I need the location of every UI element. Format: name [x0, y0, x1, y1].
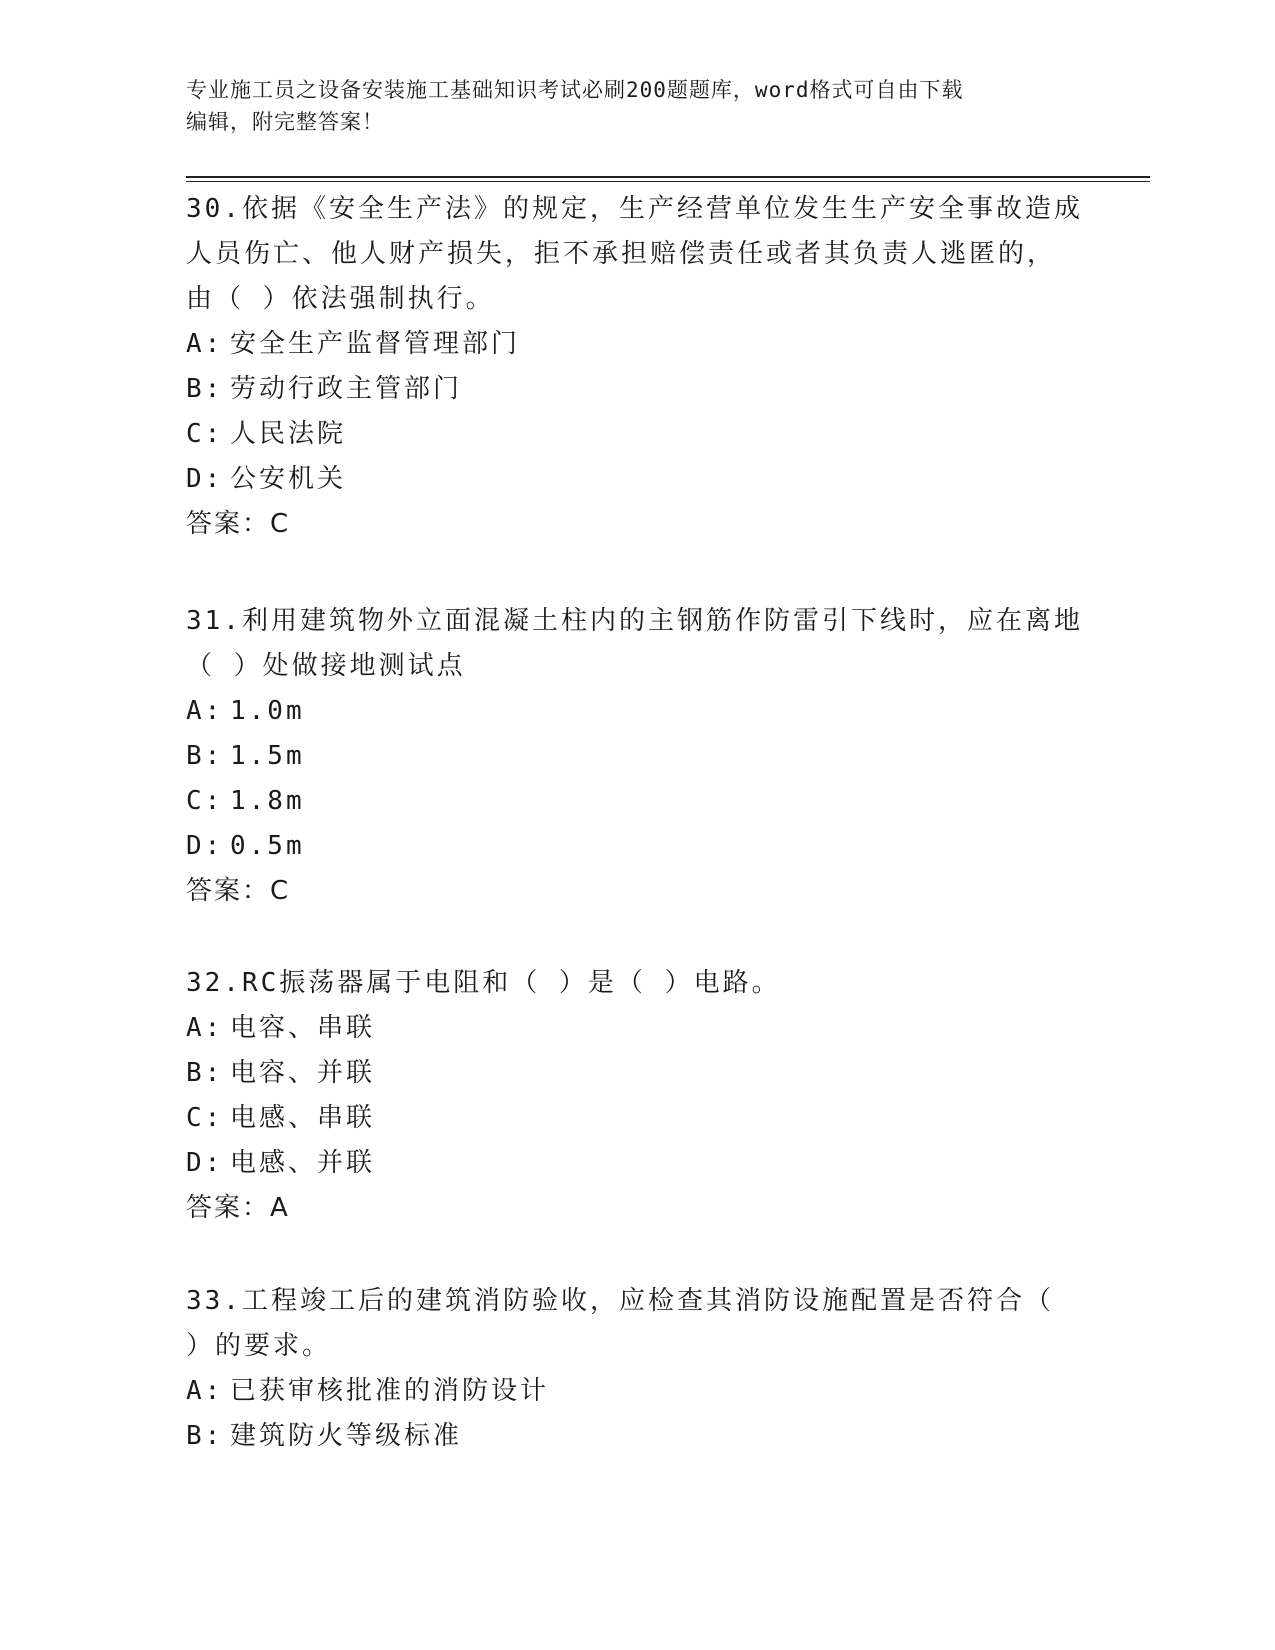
stem-line: 30.依据《安全生产法》的规定，生产经营单位发生生产安全事故造成	[186, 194, 1083, 224]
option-d	[186, 824, 1086, 869]
header-line-1: 专业施工员之设备安装施工基础知识考试必刷200题题库，word格式可自由下载	[186, 78, 964, 102]
option-text: 1.0m	[230, 696, 305, 726]
option-text: 电容、串联	[230, 1013, 376, 1043]
option-text: 电感、串联	[230, 1103, 376, 1133]
option-text: 人民法院	[230, 419, 347, 449]
question-33	[186, 1279, 1086, 1459]
option-text: 1.8m	[230, 786, 305, 816]
option-text: 已获审核批准的消防设计	[230, 1376, 550, 1406]
answer-line: 答案：C	[186, 509, 291, 539]
option-b	[186, 734, 1086, 779]
option-text: 劳动行政主管部门	[230, 374, 463, 404]
answer-line: 答案：C	[186, 876, 291, 906]
stem-line: 由（ ）依法强制执行。	[186, 284, 495, 314]
stem-line: 33.工程竣工后的建筑消防验收，应检查其消防设施配置是否符合（	[186, 1286, 1054, 1316]
option-key: C:	[186, 419, 224, 449]
option-key: D:	[186, 464, 224, 494]
question-32	[186, 961, 1086, 1231]
header-line-2: 编辑，附完整答案！	[186, 110, 384, 134]
question-30	[186, 187, 1086, 547]
option-text: 1.5m	[230, 741, 305, 771]
option-a	[186, 689, 1086, 734]
option-text: 公安机关	[230, 464, 347, 494]
option-d	[186, 457, 1086, 502]
question-stem	[186, 599, 1086, 689]
option-key: A:	[186, 1013, 224, 1043]
option-key: D:	[186, 1148, 224, 1178]
stem-line: （ ）处做接地测试点	[186, 651, 466, 681]
answer-line: 答案：A	[186, 1193, 290, 1223]
stem-line: 32.RC振荡器属于电阻和（ ）是（ ）电路。	[186, 968, 781, 998]
header-divider-thin	[186, 181, 1150, 182]
option-text: 电容、并联	[230, 1058, 376, 1088]
option-key: D:	[186, 831, 224, 861]
option-key: A:	[186, 696, 224, 726]
option-c	[186, 779, 1086, 824]
option-key: B:	[186, 374, 224, 404]
option-b	[186, 1051, 1086, 1096]
option-key: B:	[186, 1058, 224, 1088]
option-a	[186, 1369, 1086, 1414]
option-key: C:	[186, 1103, 224, 1133]
question-stem	[186, 961, 1086, 1006]
option-text: 电感、并联	[230, 1148, 376, 1178]
option-key: B:	[186, 1421, 224, 1451]
option-key: A:	[186, 329, 224, 359]
option-text: 0.5m	[230, 831, 305, 861]
option-text: 安全生产监督管理部门	[230, 329, 521, 359]
header-divider-thick	[186, 176, 1150, 178]
option-b	[186, 367, 1086, 412]
question-stem	[186, 1279, 1086, 1369]
option-key: B:	[186, 741, 224, 771]
question-stem	[186, 187, 1086, 322]
option-key: C:	[186, 786, 224, 816]
option-b	[186, 1414, 1086, 1459]
option-text: 建筑防火等级标准	[230, 1421, 463, 1451]
stem-line: 人员伤亡、他人财产损失，拒不承担赔偿责任或者其负责人逃匿的，	[186, 239, 1057, 269]
question-31	[186, 599, 1086, 914]
stem-line: 31.利用建筑物外立面混凝土柱内的主钢筋作防雷引下线时，应在离地	[186, 606, 1083, 636]
document-header	[186, 74, 1086, 138]
option-a	[186, 1006, 1086, 1051]
stem-line: ）的要求。	[186, 1331, 332, 1361]
option-c	[186, 1096, 1086, 1141]
option-c	[186, 412, 1086, 457]
option-d	[186, 1141, 1086, 1186]
option-key: A:	[186, 1376, 224, 1406]
option-a	[186, 322, 1086, 367]
